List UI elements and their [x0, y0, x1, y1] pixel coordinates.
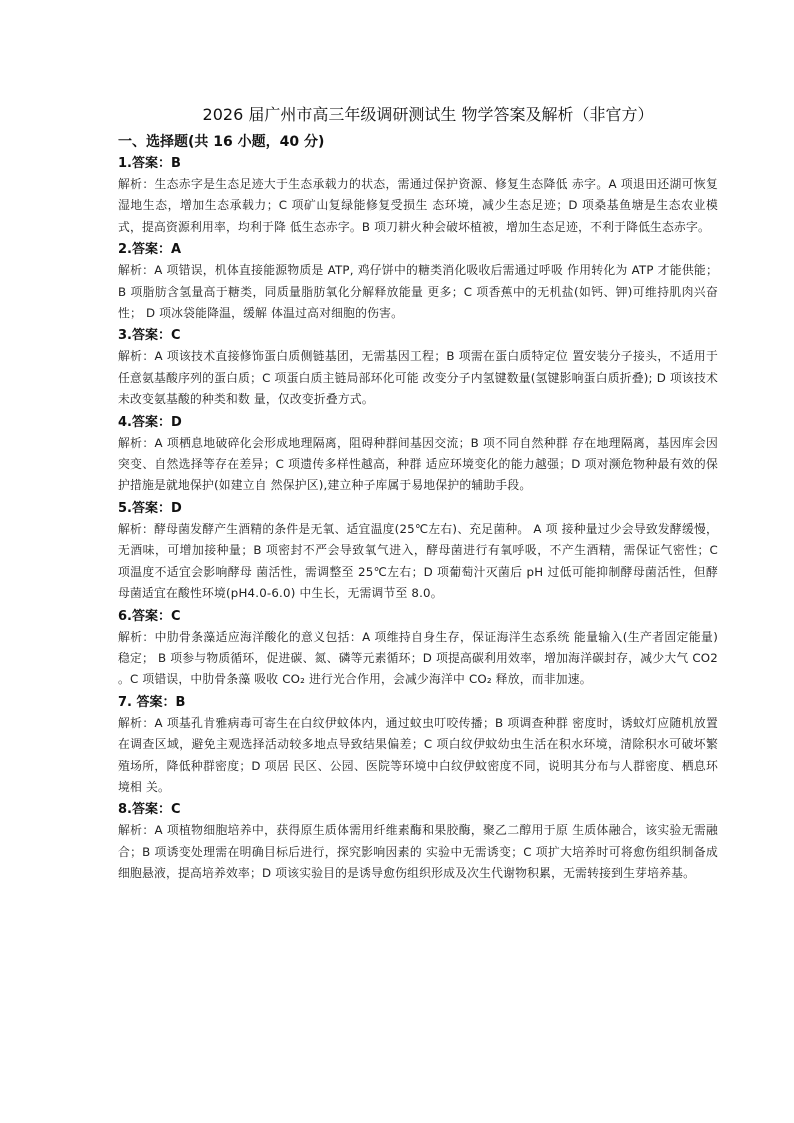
section-heading: 一、选择题(共 16 小题，40 分) [118, 134, 325, 150]
analysis-text: 解析：A 项基孔肯雅病毒可寄生在白纹伊蚊体内，通过蚊虫叮咬传播；B 项调查种群 密度时，诱蚊灯应随机放置在调查区域，避免主观选择活动较多地点导致结果偏差；C 项白纹伊蚊幼虫生活在积水环境，清除积水可破坏繁殖场所，降低种群密度；D 项居 民区、公园、医院等环境中白纹伊蚊密度不同，说明其分布与人群密度、栖息环境相 关。 [118, 715, 718, 794]
question-2 [118, 240, 718, 324]
answer-label: 2.答案：A [118, 242, 182, 258]
analysis-text: 解析：中肋骨条藻适应海洋酸化的意义包括：A 项维持自身生存，保证海洋生态系统 能量输入(生产者固定能量)稳定； B 项参与物质循环，促进碳、氮、磷等元素循环；D 项提高碳利用效率，增加海洋碳封存，减少大气 CO2 。C 项错误，中肋骨条藻 吸收 CO₂ 进行光合作用，会减少海洋中 CO₂ 释放，而非加速。 [118, 629, 718, 687]
analysis-text: 解析：A 项栖息地破碎化会形成地理隔离，阻碍种群间基因交流；B 项不同自然种群 存在地理隔离，基因库会因突变、自然选择等存在差异；C 项遗传多样性越高，种群 适应环境变化的能力越强；D 项对濒危物种最有效的保护措施是就地保护(如建立自 然保护区),建立种子库属于易地保护的辅助手段。 [118, 435, 718, 493]
answer-label: 6.答案：C [118, 608, 181, 624]
question-7 [118, 693, 718, 799]
analysis-text: 解析：A 项错误，机体直接能源物质是 ATP, 鸡仔饼中的糖类消化吸收后需通过呼吸 作用转化为 ATP 才能供能；B 项脂肪含氢量高于糖类，同质量脂肪氧化分解释放能量 更多；C 项香蕉中的无机盐(如钙、钾)可维持肌肉兴奋性； D 项冰袋能降温，缓解 体温过高对细胞的伤害。 [118, 263, 718, 321]
answer-label: 3.答案：C [118, 328, 181, 344]
analysis-text: 解析：A 项植物细胞培养中，获得原生质体需用纤维素酶和果胶酶，聚乙二醇用于原 生质体融合，该实验无需融合；B 项诱变处理需在明确目标后进行，探究影响因素的 实验中无需诱变；C 项扩大培养时可将愈伤组织制备成细胞悬液，提高培养效率；D 项该实验目的是诱导愈伤组织形成及次生代谢物积累，无需转接到生芽培养基。 [118, 823, 718, 881]
question-1 [118, 154, 718, 238]
answer-label: 5.答案：D [118, 500, 182, 516]
analysis-text: 解析：生态赤字是生态足迹大于生态承载力的状态，需通过保护资源、修复生态降低 赤字。A 项退田还湖可恢复湿地生态，增加生态承载力；C 项矿山复绿能修复受损生 态环境，减少生态足迹；D 项桑基鱼塘是生态农业模式，提高资源利用率，均利于降 低生态赤字。B 项刀耕火种会破坏植被，增加生态足迹，不利于降低生态赤字。 [118, 177, 718, 234]
answer-label: 7. 答案：B [118, 694, 186, 710]
question-3 [118, 326, 718, 410]
analysis-text: 解析：酵母菌发酵产生酒精的条件是无氧、适宜温度(25℃左右)、充足菌种。 A 项 接种量过少会导致发酵缓慢，无酒味，可增加接种量；B 项密封不严会导致氧气进入，酵母菌进行有氧呼吸，不产生酒精，需保证气密性；C 项温度不适宜会影响酵母 菌活性，需调整至 25℃左右；D 项葡萄汁灭菌后 pH 过低可能抑制酵母菌活性，但酵 母菌适宜在酸性环境(pH4.0-6.0) 中生长，无需调节至 8.0。 [118, 521, 718, 601]
document-title: 2026 届广州市高三年级调研测试生 物学答案及解析（非官方） [202, 105, 654, 124]
analysis-text: 解析：A 项该技术直接修饰蛋白质侧链基团，无需基因工程；B 项需在蛋白质特定位 置安装分子接头，不适用于任意氨基酸序列的蛋白质；C 项蛋白质主链局部环化可能 改变分子内氢键数量(氢键影响蛋白质折叠); D 项该技术未改变氨基酸的种类和数 量，仅改变折叠方式。 [118, 349, 718, 407]
question-8 [118, 800, 718, 884]
answer-label: 8.答案：C [118, 802, 181, 818]
answer-label: 1.答案：B [118, 156, 181, 171]
question-4 [118, 413, 718, 497]
question-5 [118, 499, 718, 605]
question-6 [118, 607, 718, 691]
answer-label: 4.答案：D [118, 414, 182, 430]
